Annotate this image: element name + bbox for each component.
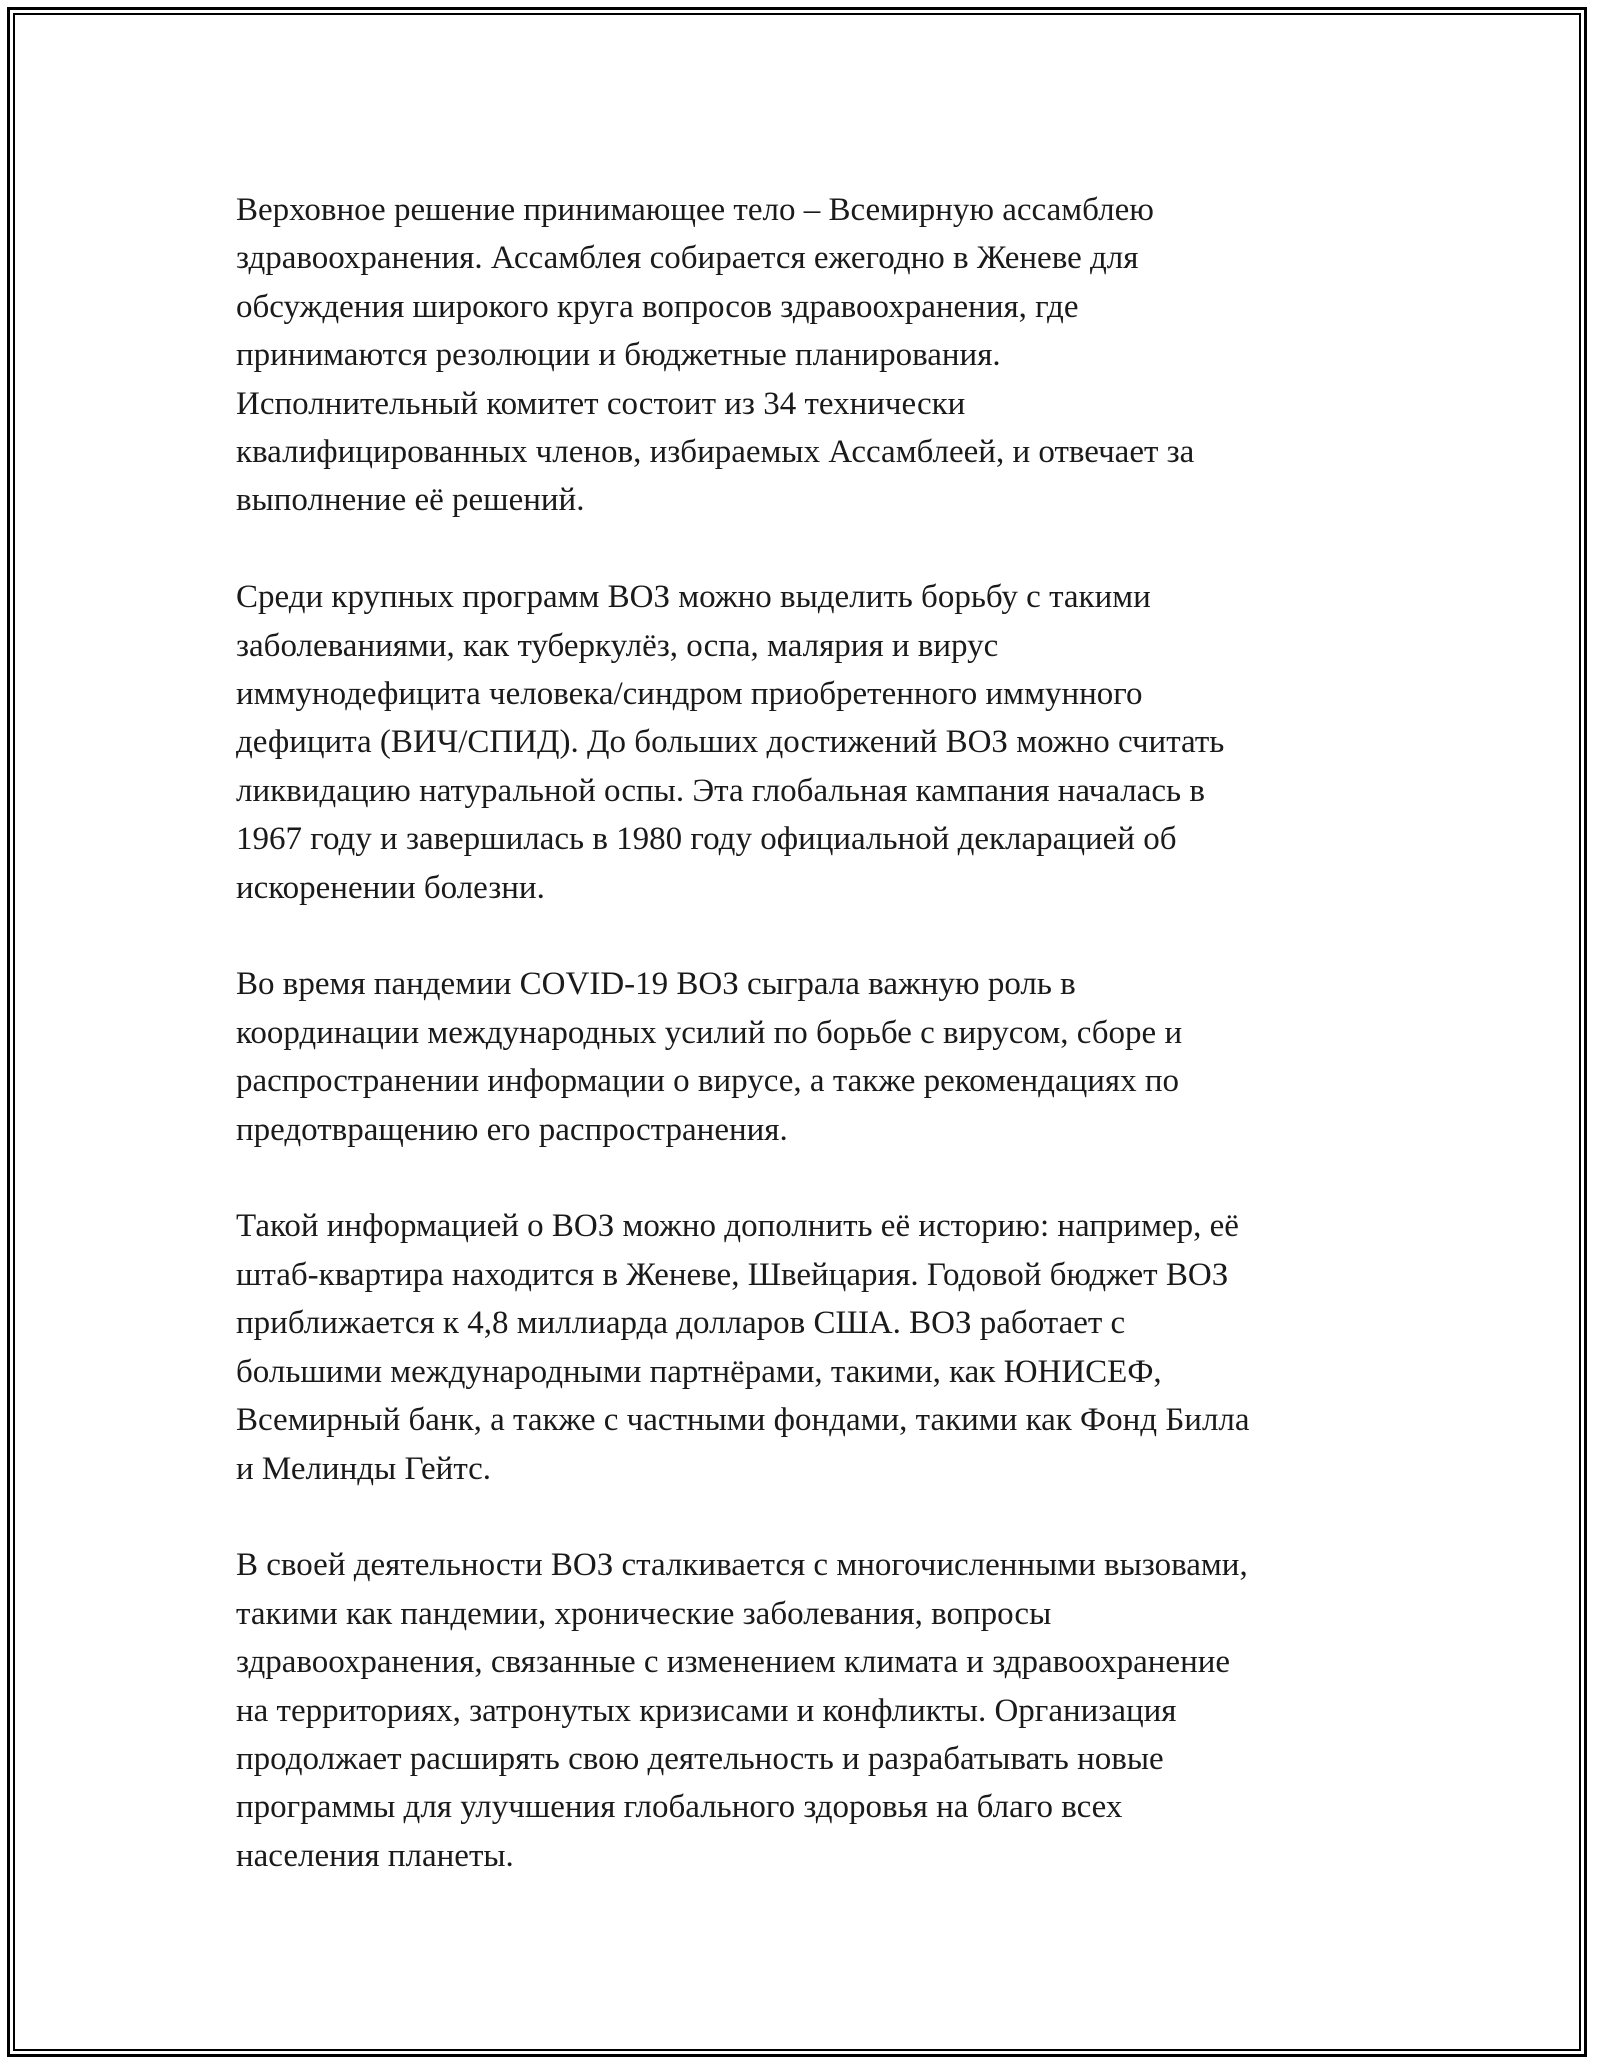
paragraph-1: [236, 186, 1386, 525]
paragraph-line: продолжает расширять свою деятельность и разрабатывать новые: [236, 1740, 1164, 1777]
paragraph-line: и Мелинды Гейтс.: [236, 1450, 492, 1487]
paragraph-line: В своей деятельности ВОЗ сталкивается с многочисленными вызовами,: [236, 1547, 1248, 1584]
paragraph-line: координации международных усилий по борьбе с вирусом, сборе и: [236, 1014, 1183, 1051]
paragraph-line: обсуждения широкого круга вопросов здравоохранения, где: [236, 288, 1079, 325]
paragraph-line: на территориях, затронутых кризисами и конфликты. Организация: [236, 1692, 1177, 1729]
paragraph-line: Во время пандемии COVID-19 ВОЗ сыграла важную роль в: [236, 966, 1076, 1003]
paragraph-5: [236, 1541, 1386, 1880]
paragraph-2: [236, 573, 1386, 912]
paragraph-line: Всемирный банк, а также с частными фондами, такими как Фонд Билла: [236, 1402, 1250, 1439]
paragraph-line: ликвидацию натуральной оспы. Эта глобальная кампания началась в: [236, 772, 1205, 809]
paragraph-line: дефицита (ВИЧ/СПИД). До больших достижений ВОЗ можно считать: [236, 724, 1225, 761]
paragraph-line: заболеваниями, как туберкулёз, оспа, малярия и вирус: [236, 627, 999, 664]
paragraph-line: здравоохранения, связанные с изменением климата и здравоохранение: [236, 1644, 1231, 1681]
document-body: [236, 186, 1386, 1880]
paragraph-line: принимаются резолюции и бюджетные планирования.: [236, 337, 1001, 374]
paragraph-4: [236, 1202, 1386, 1492]
paragraph-line: Верховное решение принимающее тело – Всемирную ассамблею: [236, 192, 1154, 228]
paragraph-line: иммунодефицита человека/синдром приобретенного иммунного: [236, 676, 1143, 713]
paragraph-line: выполнение её решений.: [236, 482, 585, 519]
paragraph-line: Исполнительный комитет состоит из 34 технически: [236, 385, 966, 422]
paragraph-line: Такой информацией о ВОЗ можно дополнить её историю: например, её: [236, 1208, 1239, 1245]
paragraph-line: приближается к 4,8 миллиарда долларов США. ВОЗ работает с: [236, 1305, 1126, 1342]
paragraph-line: программы для улучшения глобального здоровья на благо всех: [236, 1789, 1123, 1826]
paragraph-line: искоренении болезни.: [236, 869, 545, 906]
paragraph-line: предотвращению его распространения.: [236, 1111, 788, 1148]
paragraph-line: 1967 году и завершилась в 1980 году официальной декларацией об: [236, 821, 1177, 858]
paragraph-3: [236, 960, 1386, 1154]
paragraph-line: такими как пандемии, хронические заболевания, вопросы: [236, 1595, 1052, 1632]
paragraph-line: здравоохранения. Ассамблея собирается ежегодно в Женеве для: [236, 240, 1139, 277]
paragraph-line: большими международными партнёрами, такими, как ЮНИСЕФ,: [236, 1353, 1162, 1390]
paragraph-line: Среди крупных программ ВОЗ можно выделить борьбу с такими: [236, 579, 1151, 616]
paragraph-line: распространении информации о вирусе, а также рекомендациях по: [236, 1063, 1179, 1100]
paragraph-line: квалифицированных членов, избираемых Ассамблеей, и отвечает за: [236, 434, 1195, 471]
paragraph-line: штаб-квартира находится в Женеве, Швейцария. Годовой бюджет ВОЗ: [236, 1256, 1229, 1293]
paragraph-line: населения планеты.: [236, 1837, 514, 1874]
